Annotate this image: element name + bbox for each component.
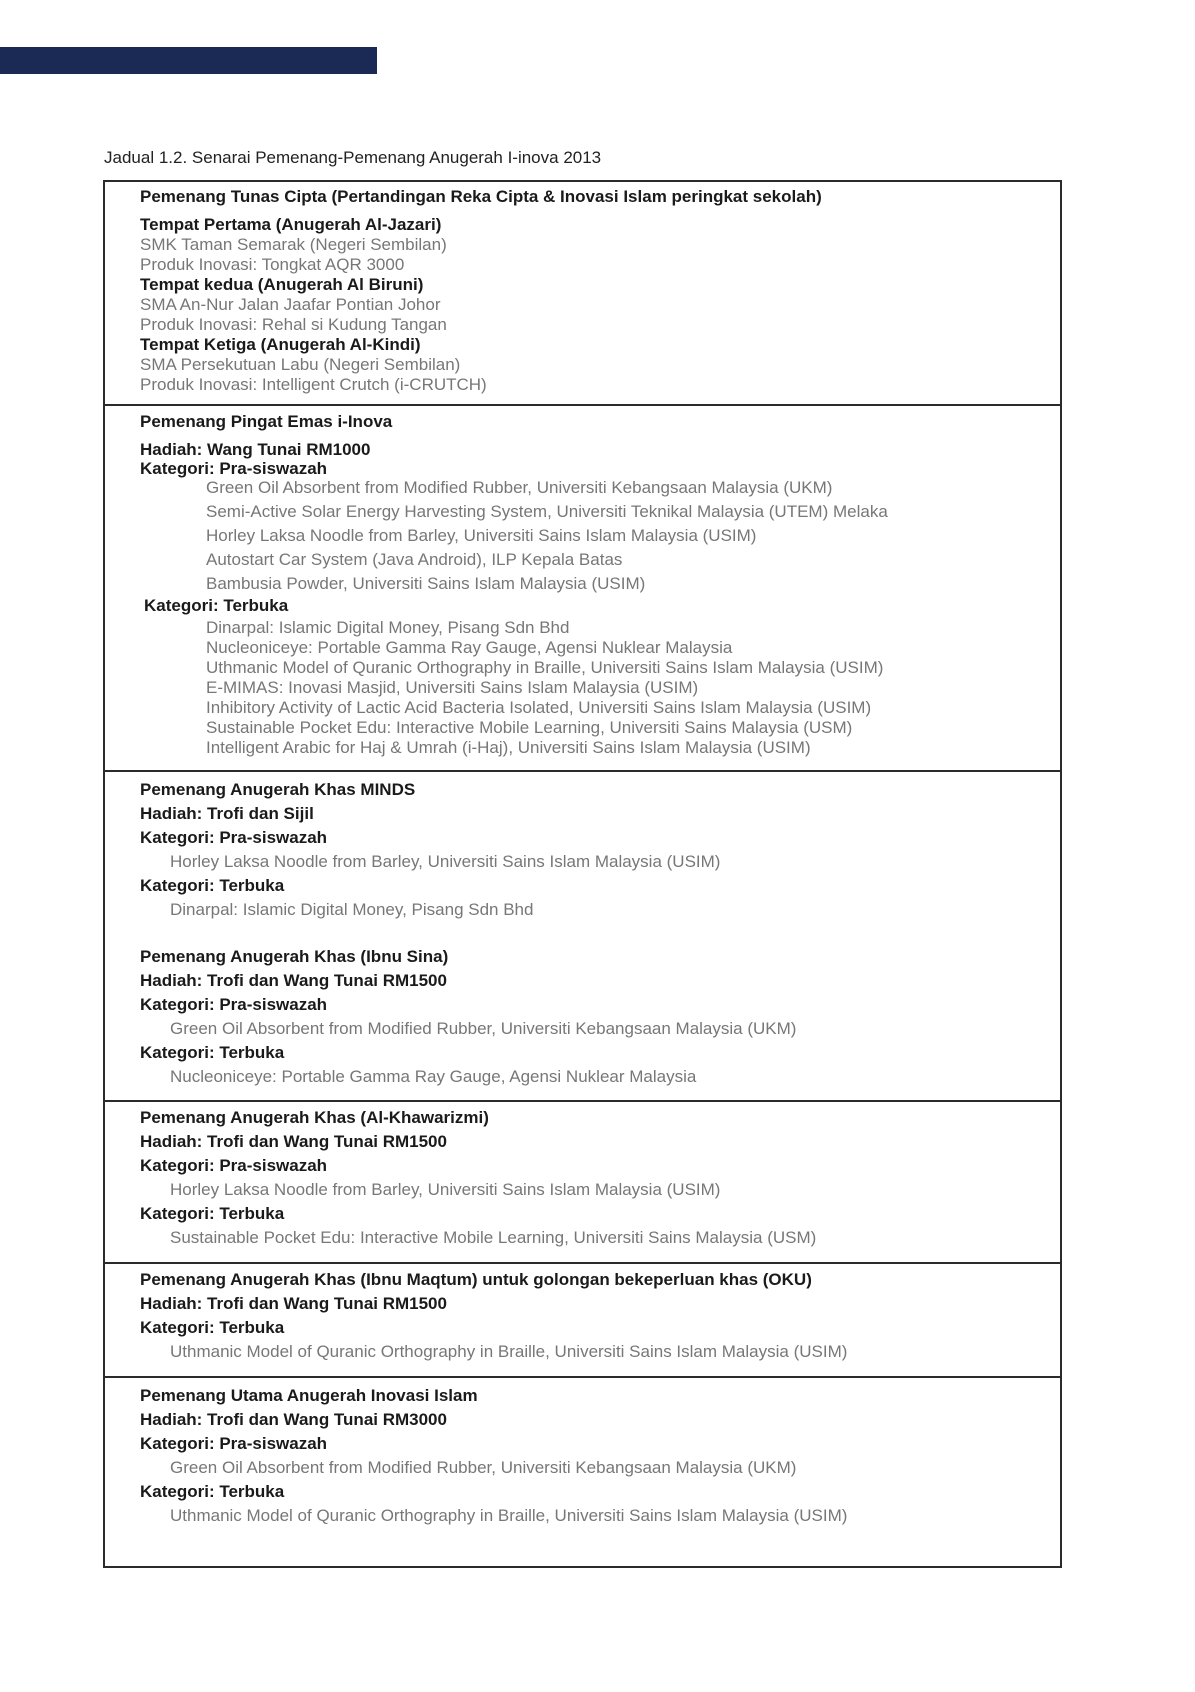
section-title: Pemenang Pingat Emas i-Inova bbox=[140, 412, 393, 431]
section-title: Pemenang Utama Anugerah Inovasi Islam bbox=[140, 1386, 478, 1405]
list-item: Intelligent Arabic for Haj & Umrah (i-Haj), Universiti Sains Islam Malaysia (USIM) bbox=[206, 738, 811, 757]
list-item: Uthmanic Model of Quranic Orthography in Braille, Universiti Sains Islam Malaysia (USIM) bbox=[170, 1342, 848, 1361]
place-label: Tempat Pertama (Anugerah Al-Jazari) bbox=[140, 215, 442, 234]
category-label: Kategori: Pra-siswazah bbox=[140, 1434, 328, 1453]
list-item: Dinarpal: Islamic Digital Money, Pisang Sdn Bhd bbox=[170, 900, 534, 919]
list-item: Horley Laksa Noodle from Barley, Universiti Sains Islam Malaysia (USIM) bbox=[170, 1180, 721, 1199]
product-name: Produk Inovasi: Tongkat AQR 3000 bbox=[140, 255, 405, 274]
list-item: Green Oil Absorbent from Modified Rubber, Universiti Kebangsaan Malaysia (UKM) bbox=[170, 1458, 797, 1477]
product-name: Produk Inovasi: Intelligent Crutch (i-CRUTCH) bbox=[140, 375, 487, 394]
list-item: Bambusia Powder, Universiti Sains Islam Malaysia (USIM) bbox=[206, 574, 646, 593]
category-label: Kategori: Terbuka bbox=[144, 596, 289, 615]
category-label: Kategori: Terbuka bbox=[140, 1204, 285, 1223]
category-label: Kategori: Pra-siswazah bbox=[140, 1156, 328, 1175]
place-label: Tempat kedua (Anugerah Al Biruni) bbox=[140, 275, 424, 294]
section-title: Pemenang Anugerah Khas (Al-Khawarizmi) bbox=[140, 1108, 489, 1127]
category-label: Kategori: Pra-siswazah bbox=[140, 459, 328, 478]
list-item: E-MIMAS: Inovasi Masjid, Universiti Sains Islam Malaysia (USIM) bbox=[206, 678, 699, 697]
school-name: SMA Persekutuan Labu (Negeri Sembilan) bbox=[140, 355, 461, 374]
list-item: Nucleoniceye: Portable Gamma Ray Gauge, Agensi Nuklear Malaysia bbox=[170, 1067, 697, 1086]
list-item: Nucleoniceye: Portable Gamma Ray Gauge, Agensi Nuklear Malaysia bbox=[206, 638, 733, 657]
section-al-khawarizmi bbox=[105, 1102, 1060, 1264]
category-label: Kategori: Pra-siswazah bbox=[140, 995, 328, 1014]
section-anugerah-khas-minds bbox=[105, 772, 1060, 1102]
list-item: Uthmanic Model of Quranic Orthography in Braille, Universiti Sains Islam Malaysia (USIM) bbox=[206, 658, 884, 677]
prize-label: Hadiah: Wang Tunai RM1000 bbox=[140, 440, 371, 459]
section-pemenang-utama bbox=[105, 1378, 1060, 1566]
list-item: Dinarpal: Islamic Digital Money, Pisang Sdn Bhd bbox=[206, 618, 570, 637]
list-item: Horley Laksa Noodle from Barley, Universiti Sains Islam Malaysia (USIM) bbox=[170, 852, 721, 871]
place-label: Tempat Ketiga (Anugerah Al-Kindi) bbox=[140, 335, 421, 354]
list-item: Green Oil Absorbent from Modified Rubber, Universiti Kebangsaan Malaysia (UKM) bbox=[170, 1019, 797, 1038]
section-title: Pemenang Tunas Cipta (Pertandingan Reka Cipta & Inovasi Islam peringkat sekolah) bbox=[140, 187, 822, 206]
prize-label: Hadiah: Trofi dan Wang Tunai RM1500 bbox=[140, 971, 447, 990]
school-name: SMK Taman Semarak (Negeri Sembilan) bbox=[140, 235, 447, 254]
list-item: Semi-Active Solar Energy Harvesting System, Universiti Teknikal Malaysia (UTEM) Melaka bbox=[206, 502, 888, 521]
category-label: Kategori: Terbuka bbox=[140, 1043, 285, 1062]
list-item: Inhibitory Activity of Lactic Acid Bacteria Isolated, Universiti Sains Islam Malaysia (USIM) bbox=[206, 698, 872, 717]
category-label: Kategori: Pra-siswazah bbox=[140, 828, 328, 847]
list-item: Sustainable Pocket Edu: Interactive Mobile Learning, Universiti Sains Malaysia (USM) bbox=[206, 718, 853, 737]
section-ibnu-maqtum bbox=[105, 1264, 1060, 1378]
list-item: Autostart Car System (Java Android), ILP Kepala Batas bbox=[206, 550, 623, 569]
list-item: Sustainable Pocket Edu: Interactive Mobile Learning, Universiti Sains Malaysia (USM) bbox=[170, 1228, 817, 1247]
category-label: Kategori: Terbuka bbox=[140, 1318, 285, 1337]
header-accent-bar bbox=[0, 47, 377, 74]
section-title: Pemenang Anugerah Khas (Ibnu Maqtum) untuk golongan bekeperluan khas (OKU) bbox=[140, 1270, 812, 1289]
prize-label: Hadiah: Trofi dan Sijil bbox=[140, 804, 314, 823]
section-title: Pemenang Anugerah Khas (Ibnu Sina) bbox=[140, 947, 449, 966]
list-item: Uthmanic Model of Quranic Orthography in Braille, Universiti Sains Islam Malaysia (USIM) bbox=[170, 1506, 848, 1525]
section-pingat-emas bbox=[105, 406, 1060, 772]
winners-table bbox=[103, 180, 1062, 1568]
table-caption: Jadual 1.2. Senarai Pemenang-Pemenang Anugerah I-inova 2013 bbox=[104, 148, 602, 167]
category-label: Kategori: Terbuka bbox=[140, 876, 285, 895]
category-label: Kategori: Terbuka bbox=[140, 1482, 285, 1501]
prize-label: Hadiah: Trofi dan Wang Tunai RM1500 bbox=[140, 1294, 447, 1313]
section-title: Pemenang Anugerah Khas MINDS bbox=[140, 780, 416, 799]
list-item: Green Oil Absorbent from Modified Rubber, Universiti Kebangsaan Malaysia (UKM) bbox=[206, 478, 833, 497]
section-tunas-cipta bbox=[105, 182, 1060, 406]
prize-label: Hadiah: Trofi dan Wang Tunai RM1500 bbox=[140, 1132, 447, 1151]
product-name: Produk Inovasi: Rehal si Kudung Tangan bbox=[140, 315, 447, 334]
list-item: Horley Laksa Noodle from Barley, Universiti Sains Islam Malaysia (USIM) bbox=[206, 526, 757, 545]
school-name: SMA An-Nur Jalan Jaafar Pontian Johor bbox=[140, 295, 441, 314]
prize-label: Hadiah: Trofi dan Wang Tunai RM3000 bbox=[140, 1410, 447, 1429]
